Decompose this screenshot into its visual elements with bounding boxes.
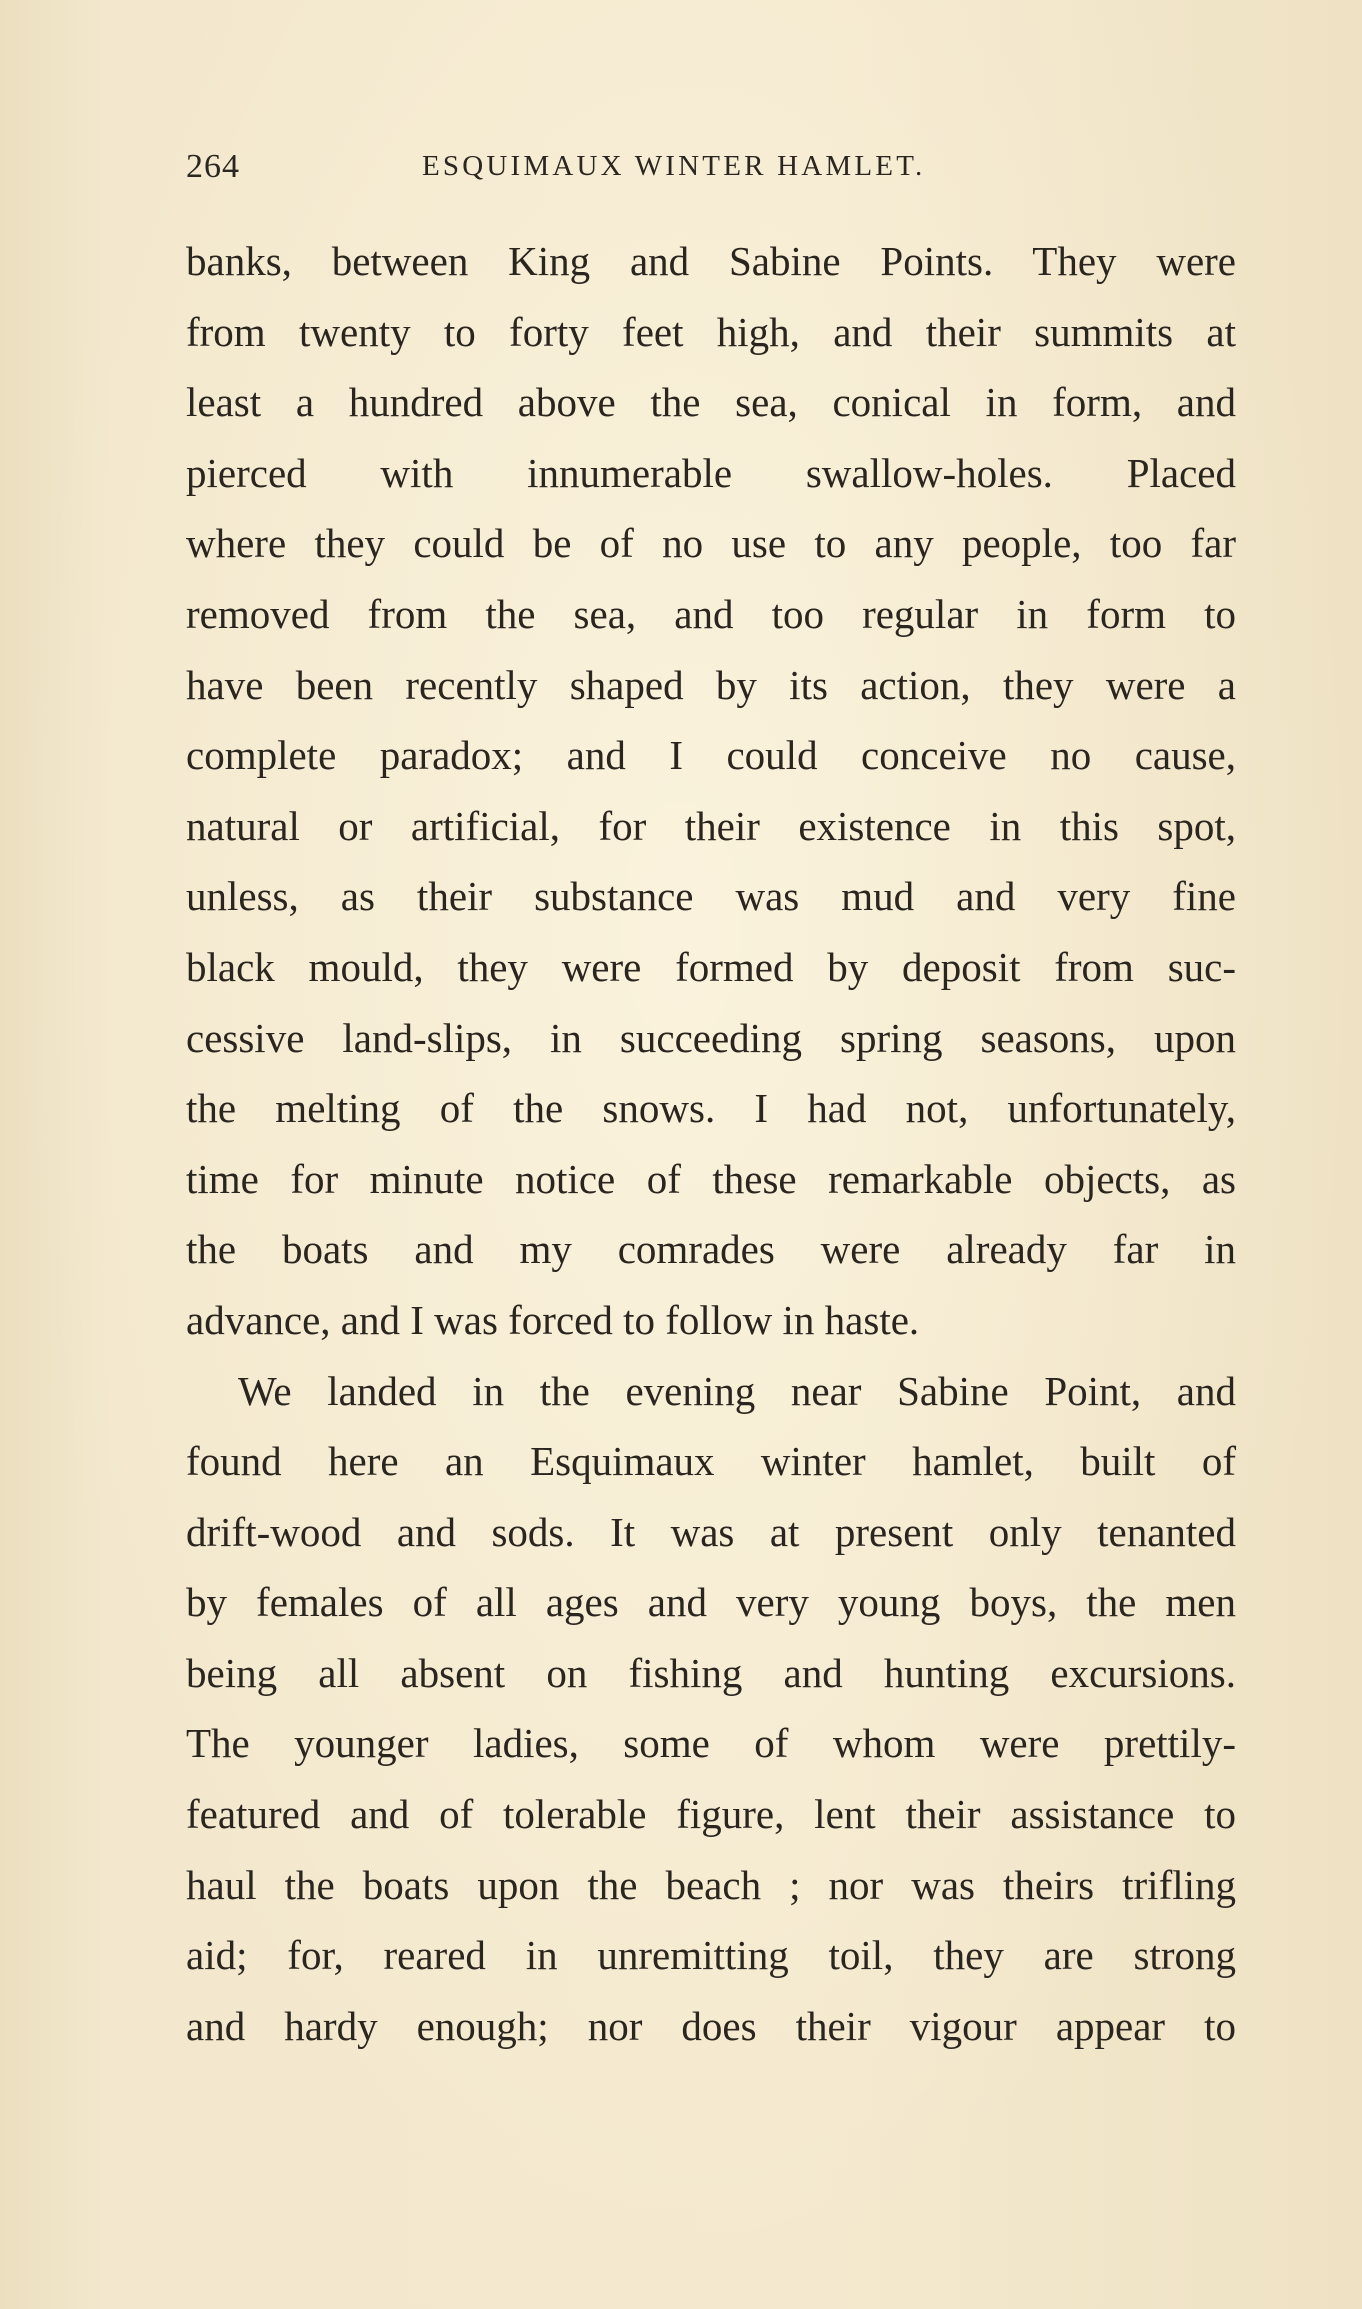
page-number: 264 <box>186 148 240 185</box>
text-line: featured and of tolerable figure, lent their assistance to <box>186 1791 1236 1838</box>
text-line: banks, between King and Sabine Points. They were <box>186 238 1236 284</box>
text-line: aid; for, reared in unremitting toil, they are strong <box>186 1932 1236 1979</box>
text-line: black mould, they were formed by deposit from suc- <box>186 943 1236 990</box>
text-line: unless, as their substance was mud and very fine <box>186 873 1236 920</box>
text-line: The younger ladies, some of whom were prettily- <box>186 1720 1236 1767</box>
text-line: pierced with innumerable swallow-holes. Placed <box>186 449 1236 496</box>
text-line: the melting of the snows. I had not, unfortunately, <box>186 1085 1236 1132</box>
text-line: time for minute notice of these remarkable objects, as <box>186 1155 1236 1202</box>
running-title: ESQUIMAUX WINTER HAMLET. <box>422 150 926 182</box>
text-line: removed from the sea, and too regular in form to <box>186 590 1236 637</box>
page-header <box>186 148 1236 188</box>
text-line: cessive land-slips, in succeeding spring seasons, upon <box>186 1014 1236 1061</box>
text-line: by females of all ages and very young boys, the men <box>186 1579 1236 1626</box>
text-line: least a hundred above the sea, conical in form, and <box>186 379 1236 426</box>
paragraph-2 <box>186 1356 1236 2062</box>
text-line: haul the boats upon the beach ; nor was theirs trifling <box>186 1861 1236 1908</box>
text-line: and hardy enough; nor does their vigour appear to <box>186 2002 1236 2049</box>
text-line: where they could be of no use to any people, too far <box>186 520 1236 567</box>
text-line: being all absent on fishing and hunting excursions. <box>186 1649 1236 1696</box>
text-line: found here an Esquimaux winter hamlet, built of <box>186 1438 1236 1485</box>
text-line: complete paradox; and I could conceive no cause, <box>186 732 1236 779</box>
text-line: advance, and I was forced to follow in haste. <box>186 1296 920 1343</box>
body-text <box>186 226 1236 2061</box>
text-line: natural or artificial, for their existence in this spot, <box>186 802 1236 849</box>
text-line: from twenty to forty feet high, and their summits at <box>186 308 1236 355</box>
text-line: drift-wood and sods. It was at present only tenanted <box>186 1508 1236 1555</box>
paragraph-1 <box>186 226 1236 1356</box>
text-line: We landed in the evening near Sabine Point, and <box>238 1367 1236 1414</box>
text-line: the boats and my comrades were already far in <box>186 1226 1236 1273</box>
text-line: have been recently shaped by its action, they were a <box>186 661 1236 708</box>
